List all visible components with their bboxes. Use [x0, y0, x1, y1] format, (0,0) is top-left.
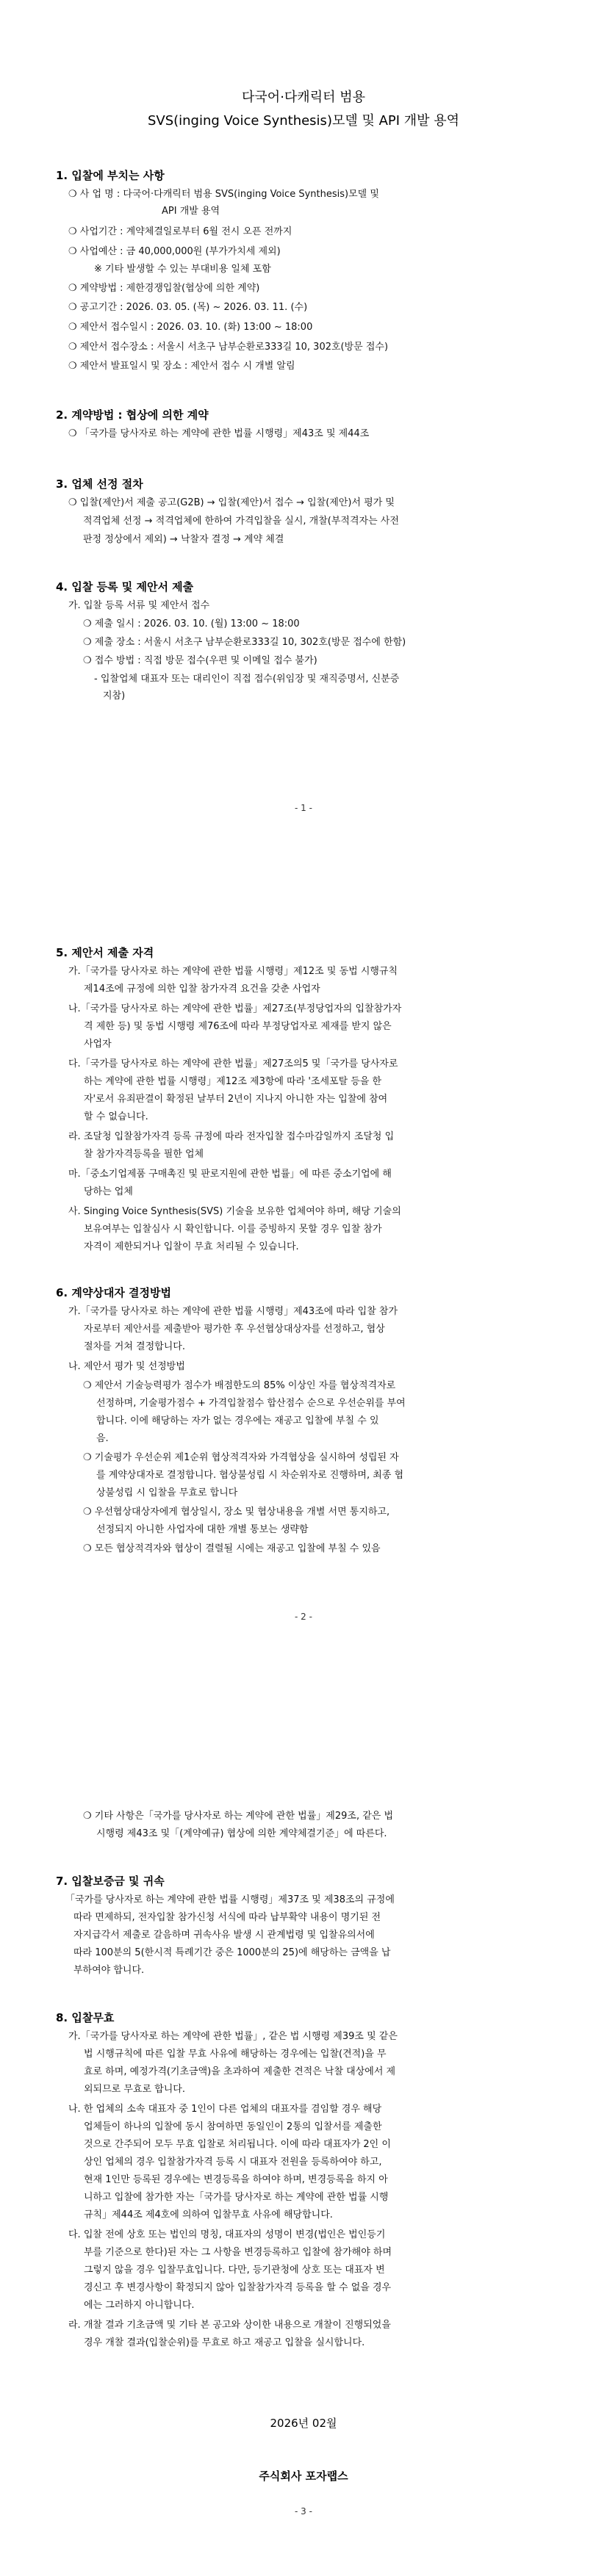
section5-line: 사업자 [84, 1039, 112, 1050]
section1-line: API 개발 용역 [162, 206, 220, 217]
section8-line: 니하고 입찰에 참가한 자는「국가를 당사자로 하는 계약에 관한 법률 시행 [84, 2192, 389, 2203]
section4-line: ❍ 제출 일시 : 2026. 03. 10. (월) 13:00 ~ 18:00 [83, 618, 300, 629]
section5-line: 찰 참가자격등록을 필한 업체 [84, 1149, 204, 1160]
section5-line: 마.「중소기업제품 구매촉진 및 판로지원에 관한 법률」에 따른 중소기업에 해 [68, 1169, 392, 1180]
section1-line: ❍ 사업기간 : 계약체결일로부터 6월 전시 오픈 전까지 [68, 226, 292, 237]
section5-line: 제14조에 규정에 의한 입찰 참가자격 요건을 갖춘 사업자 [84, 984, 320, 995]
section5-line: 격 제한 등) 및 동법 시행령 제76조에 따라 부정당업자로 제재를 받지 않은 [84, 1021, 392, 1032]
page-number: - 2 - [295, 1612, 312, 1622]
section1-line: ❍ 사업예산 : 금 40,000,000원 (부가가치세 제외) [68, 246, 281, 257]
section1-line: ❍ 계약방법 : 제한경쟁입찰(협상에 의한 계약) [68, 283, 260, 294]
section1-note: ※ 기타 발생할 수 있는 부대비용 일체 포함 [94, 264, 271, 275]
section8-line: 다. 입찰 전에 상호 또는 법인의 명칭, 대표자의 성명이 변경(법인은 법인등기 [68, 2229, 386, 2240]
section6-line: 선정되지 아니한 사업자에 대한 개별 통보는 생략함 [96, 1524, 309, 1535]
section5-line: 다.「국가를 당사자로 하는 계약에 관한 법률」제27조의5 및「국가를 당사자로 [68, 1058, 398, 1069]
section8-line: 나. 한 업체의 소속 대표자 중 1인이 다른 업체의 대표자를 겸임할 경우 해당 [68, 2104, 382, 2115]
section8-line: 효로 하며, 예정가격(기초금액)을 초과하여 제출한 견적은 낙찰 대상에서 제 [84, 2066, 396, 2077]
page3-line: 시행령 제43조 및「(계약예규) 협상에 의한 계약체결기준」에 따른다. [96, 1828, 387, 1839]
section4-line: 가. 입찰 등록 서류 및 제안서 접수 [68, 600, 210, 611]
page-number: - 1 - [295, 803, 312, 813]
section6-line: ❍ 제안서 기술능력평가 점수가 배점한도의 85% 이상인 자를 협상적격자로 [83, 1380, 396, 1391]
section6-line: 절차를 거쳐 결정합니다. [84, 1341, 185, 1352]
section6-line: 자로부터 제안서를 제출받아 평가한 후 우선협상대상자를 선정하고, 협상 [84, 1324, 385, 1335]
section8-line: 경우 개찰 결과(입찰순위)를 무효로 하고 재공고 입찰을 실시합니다. [84, 2337, 365, 2348]
page-2 [0, 859, 607, 1717]
section8-line: 그렇지 않을 경우 입찰무효입니다. 다만, 등기관청에 상호 또는 대표자 변 [84, 2265, 385, 2276]
section3-line: 적격업체 선정 → 적격업체에 한하여 가격입찰을 실시, 개찰(부적격자는 사전 [83, 516, 399, 527]
section7-line: 부하여야 합니다. [73, 1965, 145, 1976]
document-title-line2: SVS(inging Voice Synthesis)모델 및 API 개발 용역 [147, 113, 460, 129]
section6-line: ❍ 우선협상대상자에게 협상일시, 장소 및 협상내용을 개별 서면 통지하고, [83, 1507, 390, 1518]
section5-line: 사. Singing Voice Synthesis(SVS) 기술을 보유한 업체여야 하며, 해당 기술의 [68, 1206, 401, 1217]
page-number: - 3 - [295, 2506, 312, 2517]
section8-heading: 8. 입찰무효 [56, 2011, 115, 2024]
section8-line: 부를 기준으로 한다)된 자는 그 사항을 변경등록하고 입찰에 참가해야 하며 [84, 2247, 392, 2258]
closing-date: 2026년 02월 [270, 2417, 337, 2430]
section7-line: 「국가를 당사자로 하는 계약에 관한 법률 시행령」제37조 및 제38조의 규정에 [65, 1894, 395, 1905]
section8-line: 경신고 후 변경사항이 확정되지 않아 입찰참가자격 등록을 할 수 없을 경우 [84, 2282, 392, 2293]
section6-line: 가.「국가를 당사자로 하는 계약에 관한 법률 시행령」제43조에 따라 입찰 참가 [68, 1306, 398, 1317]
section8-line: 에는 그러하지 아니합니다. [84, 2300, 195, 2311]
section4-line: ❍ 접수 방법 : 직접 방문 접수(우편 및 이메일 접수 불가) [83, 655, 317, 666]
section6-line: 선정하며, 기술평가점수 + 가격입찰점수 합산점수 순으로 우선순위를 부여 [96, 1398, 406, 1409]
section8-line: 규칙」제44조 제4호에 의하여 입찰무효 사유에 해당합니다. [84, 2209, 333, 2220]
section3-line: 판정 정상에서 제외) → 낙찰자 결정 → 계약 체결 [83, 534, 284, 545]
section6-line: 합니다. 이에 해당하는 자가 없는 경우에는 재공고 입찰에 부칠 수 있 [96, 1415, 379, 1426]
section6-line: 상불성립 시 입찰을 무효로 합니다 [96, 1487, 238, 1498]
section1-line: ❍ 사 업 명 : 다국어·다캐릭터 범용 SVS(inging Voice Synthesis)모델 및 [68, 189, 379, 200]
section4-heading: 4. 입찰 등록 및 제안서 제출 [56, 580, 194, 594]
section3-heading: 3. 업체 선정 절차 [56, 477, 143, 491]
section6-line: 나. 제안서 평가 및 선정방법 [68, 1361, 185, 1372]
section5-line: 라. 조달청 입찰참가자격 등록 규정에 따라 전자입찰 접수마감일까지 조달청 입 [68, 1131, 395, 1142]
section5-line: 보유여부는 입찰심사 시 확인합니다. 이를 증빙하지 못할 경우 입찰 참가 [84, 1224, 382, 1235]
section1-line: ❍ 제안서 접수일시 : 2026. 03. 10. (화) 13:00 ~ 18:00 [68, 322, 313, 333]
section5-line: 자격이 제한되거나 입찰이 무효 처리될 수 있습니다. [84, 1241, 299, 1252]
section5-line: 가.「국가를 당사자로 하는 계약에 관한 법률 시행령」제12조 및 동법 시행규칙 [68, 966, 398, 977]
page3-line: ❍ 기타 사항은「국가를 당사자로 하는 계약에 관한 법률」제29조, 같은 법 [83, 1811, 394, 1822]
section7-line: 따라 면제하되, 전자입찰 참가신청 서식에 따라 납부확약 내용이 명기된 전 [73, 1912, 381, 1923]
section5-line: 당하는 업체 [84, 1186, 133, 1197]
section4-line: ❍ 제출 장소 : 서울시 서초구 남부순환로333길 10, 302호(방문 접수에 한함) [83, 637, 406, 648]
section5-line: 자'로서 유죄판결이 확정된 날부터 2년이 지나지 아니한 자는 입찰에 참여 [84, 1094, 388, 1105]
section1-heading: 1. 입찰에 부치는 사항 [56, 169, 165, 182]
section5-heading: 5. 제안서 제출 자격 [56, 946, 154, 959]
section6-line: 음. [96, 1433, 109, 1444]
section5-line: 할 수 없습니다. [84, 1111, 148, 1122]
section7-line: 따라 100분의 5(한시적 특례기간 중은 1000분의 25)에 해당하는 금액을 납 [73, 1947, 391, 1958]
section8-line: 것으로 간주되어 모두 무효 입찰로 처리됩니다. 이에 따라 대표자가 2인 이 [84, 2139, 391, 2150]
section6-line: ❍ 기술평가 우선순위 제1순위 협상적격자와 가격협상을 실시하여 성립된 자 [83, 1452, 399, 1463]
section8-line: 업체들이 하나의 입찰에 동시 참여하면 동일인이 2통의 입찰서를 제출한 [84, 2121, 382, 2132]
section2-line: ❍ 「국가를 당사자로 하는 계약에 관한 법률 시행령」제43조 및 제44조 [68, 428, 370, 439]
section2-heading: 2. 계약방법 : 협상에 의한 계약 [56, 408, 209, 422]
section7-line: 자지급각서 제출로 갈음하며 귀속사유 발생 시 관계법령 및 입찰유의서에 [73, 1930, 375, 1941]
section1-line: ❍ 제안서 발표일시 및 장소 : 제안서 접수 시 개별 알림 [68, 361, 295, 372]
section6-line: ❍ 모든 협상적격자와 협상이 결렬될 시에는 재공고 입찰에 부칠 수 있음 [83, 1543, 381, 1554]
section4-line: - 입찰업체 대표자 또는 대리인이 직접 접수(위임장 및 재직증명서, 신분증 [94, 674, 400, 685]
section4-line: 지참) [103, 690, 126, 701]
section6-heading: 6. 계약상대자 결정방법 [56, 1286, 171, 1299]
document-title-line1: 다국어·다캐릭터 범용 [242, 90, 365, 105]
company-name: 주식회사 포자랩스 [259, 2469, 348, 2483]
section8-line: 라. 개찰 결과 기초금액 및 기타 본 공고와 상이한 내용으로 개찰이 진행되었을 [68, 2320, 391, 2331]
section8-line: 현재 1인만 등록된 경우에는 변경등록을 하여야 하며, 변경등록을 하지 아 [84, 2174, 388, 2185]
section1-line: ❍ 공고기간 : 2026. 03. 05. (목) ~ 2026. 03. 11. (수) [68, 302, 308, 313]
section8-line: 가.「국가를 당사자로 하는 계약에 관한 법률」, 같은 법 시행령 제39조 및 같은 [68, 2031, 398, 2042]
section8-line: 법 시행규칙에 따른 입찰 무효 사유에 해당하는 경우에는 입찰(견적)을 무 [84, 2049, 387, 2060]
section6-line: 를 계약상대자로 결정합니다. 협상불성립 시 차순위자로 진행하며, 최종 협 [96, 1470, 404, 1481]
section8-line: 상인 업체의 경우 입찰참가자격 등록 시 대표자 전원을 등록하여야 하고, [84, 2157, 382, 2168]
section5-line: 나.「국가를 당사자로 하는 계약에 관한 법률」제27조(부정당업자의 입찰참가자 [68, 1003, 402, 1014]
page-1 [0, 0, 607, 859]
section7-heading: 7. 입찰보증금 및 귀속 [56, 1875, 165, 1888]
section1-line: ❍ 제안서 접수장소 : 서울시 서초구 남부순환로333길 10, 302호(방문 접수) [68, 342, 389, 353]
page-3 [0, 1717, 607, 2576]
section5-line: 하는 계약에 관한 법률 시행령」제12조 제3항에 따라 '조세포탈 등을 한 [84, 1076, 382, 1087]
section3-line: ❍ 입찰(제안)서 제출 공고(G2B) → 입찰(제안)서 접수 → 입찰(제안)서 평가 및 [68, 497, 395, 508]
section8-line: 외되므로 무효로 합니다. [84, 2084, 185, 2095]
